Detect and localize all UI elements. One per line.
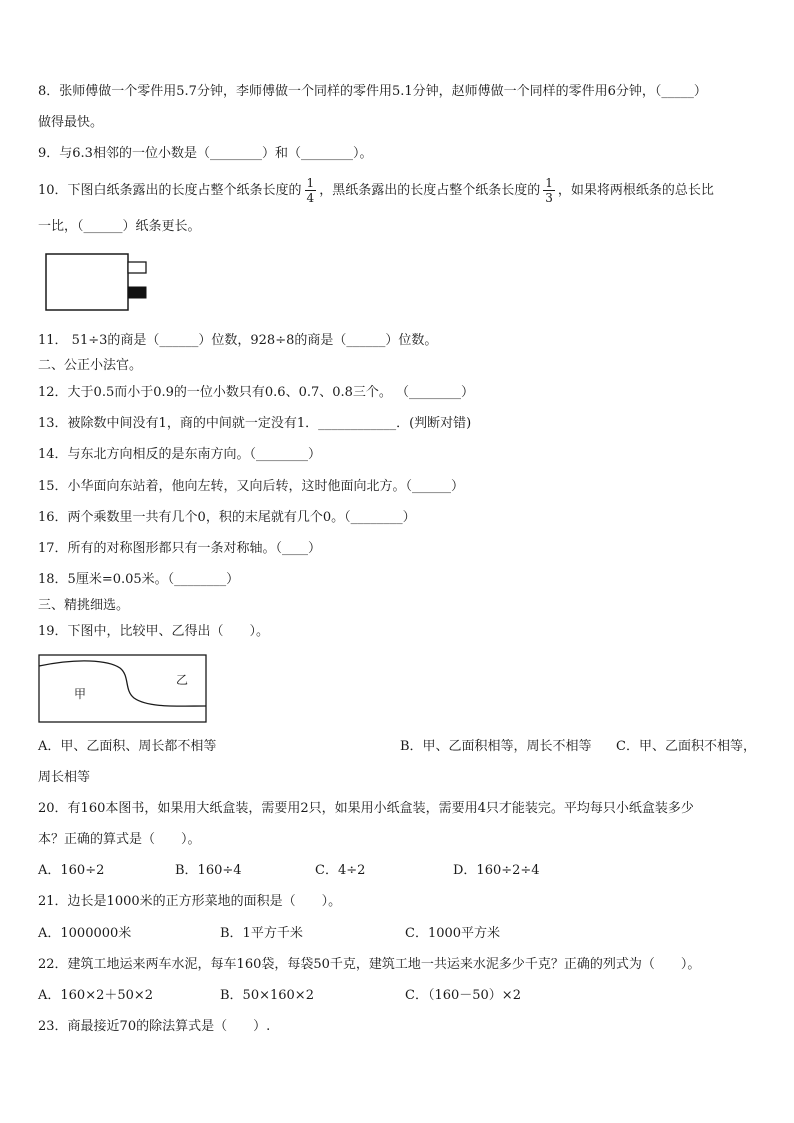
question-21-option-a: A．1000000米 [38,926,132,941]
question-20-option-b: B．160÷4 [175,863,242,878]
paper-strips-figure [44,252,154,314]
question-16: 16．两个乘数里一共有几个0，积的末尾就有几个0。（________） [38,510,416,525]
question-20-option-c: C．4÷2 [315,863,366,878]
question-17: 17．所有的对称图形都只有一条对称轴。（____） [38,541,322,556]
question-13: 13．被除数中间没有1，商的中间就一定没有1．____________．(判断对错) [38,416,472,431]
question-19-option-c: C．甲、乙面积不相等， [616,739,756,754]
question-19-option-a: A．甲、乙面积、周长都不相等 [38,739,217,754]
question-14: 14．与东北方向相反的是东南方向。（________） [38,447,322,462]
section-2-title: 二、公正小法官。 [38,358,143,373]
question-10-text-c: ，如果将两根纸条的总长比 [557,183,714,198]
question-15: 15．小华面向东站着，他向左转，又向后转，这时他面向北方。（______） [38,479,465,494]
question-21-option-c: C．1000平方米 [405,926,501,941]
question-20-option-d: D．160÷2÷4 [453,863,540,878]
paper-strip-body [46,254,128,310]
question-18: 18．5厘米=0.05米。（________） [38,572,240,587]
fraction-one-quarter: $\frac{1}{4}$ [306,176,315,205]
question-20-line-1: 20．有160本图书，如果用大纸盒装，需要用2只，如果用小纸盒装，需要用4只才能装完。平均每只小纸盒装多少 [38,801,694,816]
question-21: 21．边长是1000米的正方形菜地的面积是（ ）。 [38,894,342,909]
question-9: 9．与6.3相邻的一位小数是（________）和（________）。 [38,146,373,161]
question-10-text-a: 10．下图白纸条露出的长度占整个纸条长度的 [38,183,302,198]
question-10-line-1 [38,174,714,208]
question-22-option-b: B．50×160×2 [220,988,314,1003]
question-23: 23．商最接近70的除法算式是（ ）. [38,1019,271,1034]
question-19-option-b: B．甲、乙面积相等，周长不相等 [400,739,592,754]
region-outline [39,655,206,722]
question-21-option-b: B．1平方千米 [220,926,303,941]
question-10-line-2: 一比，（______）纸条更长。 [38,219,201,234]
jia-yi-region-figure [38,654,208,724]
question-22-option-a: A．160×2＋50×2 [38,988,154,1003]
black-strip-exposed [128,287,146,298]
question-22: 22．建筑工地运来两车水泥，每车160袋，每袋50千克，建筑工地一共运来水泥多少千克？正确的列式为（ ）。 [38,957,701,972]
section-3-title: 三、精挑细选。 [38,598,130,613]
question-19-option-c-cont: 周长相等 [38,770,91,785]
question-22-option-c: C．（160－50）×2 [405,988,521,1003]
question-19: 19．下图中，比较甲、乙得出（ ）。 [38,624,270,639]
question-12: 12．大于0.5而小于0.9的一位小数只有0.6、0.7、0.8三个。 （________） [38,385,475,400]
white-strip-exposed [128,262,146,273]
question-20-line-2: 本？正确的算式是（ ）。 [38,832,201,847]
question-8-line-2: 做得最快。 [38,115,104,130]
label-jia: 甲 [74,687,87,701]
question-20-option-a: A．160÷2 [38,863,105,878]
fraction-one-third: $\frac{1}{3}$ [545,176,553,205]
question-11: 11． 51÷3的商是（______）位数，928÷8的商是（______）位数。 [38,333,438,348]
label-yi: 乙 [176,673,189,687]
question-8-line-1: 8．张师傅做一个零件用5.7分钟，李师傅做一个同样的零件用5.1分钟，赵师傅做一个同样的零件用6分钟，（_____） [38,84,707,99]
question-10-text-b: ，黑纸条露出的长度占整个纸条长度的 [319,183,541,198]
